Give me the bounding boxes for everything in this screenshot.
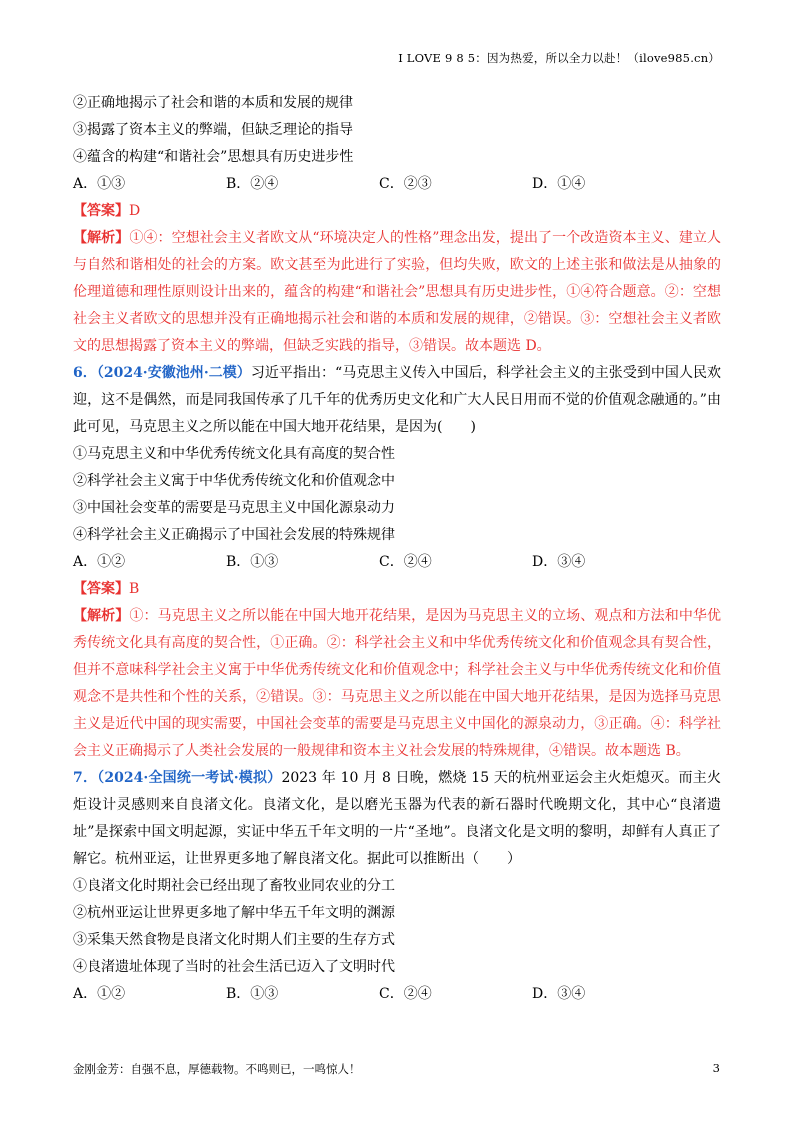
q6-option-d: D．③④ <box>532 554 586 570</box>
q6-option-a: A．①② <box>73 554 126 570</box>
q6-item-1: ①马克思主义和中华优秀传统文化具有高度的契合性 <box>73 446 395 462</box>
q5-analysis-tag: 【解析】 <box>73 230 130 246</box>
q6-stem-text: 习近平指出：“马克思主义传入中国后，科学社会主义的主张受到中国人民欢迎，这不是偶然，而是同我国传承了几千年的优秀历史文化和广大人民日用而不觉的价值观念融通的。”由此可见，马克思主义之所以能在中国大地开花结果，是因为( ) <box>73 365 722 435</box>
q6-answer-tag: 【答案】 <box>73 581 129 597</box>
q5-option-a: A．①③ <box>73 176 126 192</box>
q7-item-4: ④良渚遗址体现了当时的社会生活已迈入了文明时代 <box>73 959 395 975</box>
q7-option-a: A．①② <box>73 986 126 1002</box>
q5-option-b: B．②④ <box>226 176 279 192</box>
q5-option-c: C．②③ <box>379 176 432 192</box>
q6-item-4: ④科学社会主义正确揭示了中国社会发展的特殊规律 <box>73 527 395 543</box>
q7-option-b: B．①③ <box>226 986 279 1002</box>
q7-stem-text: 2023 年 10 月 8 日晚，燃烧 15 天的杭州亚运会主火炬熄灭。而主火炬设计灵感则来自良渚文化。良渚文化，是以磨光玉器为代表的新石器时代晚期文化，其中心“良渚遗址”是探索中国文明起源，实证中华五千年文明的一片“圣地”。良渚文化是文明的黎明，却鲜有人真正了解它。杭州亚运，让世界更多地了解良渚文化。据此可以推断出（ ） <box>73 770 721 867</box>
q6-options <box>73 553 721 571</box>
q5-answer-tag: 【答案】 <box>73 203 129 219</box>
q7-item-3: ③采集天然食物是良渚文化时期人们主要的生存方式 <box>73 932 395 948</box>
q5-item-4: ④蕴含的构建“和谐社会”思想具有历史进步性 <box>73 149 354 165</box>
page-header: I LOVE 9 8 5：因为热爱，所以全力以赴！（ilove985.cn） <box>398 51 720 65</box>
q5-item-3: ③揭露了资本主义的弊端，但缺乏理论的指导 <box>73 122 353 138</box>
q5-analysis-text: ①④：空想社会主义者欧文从“环境决定人的性格”理念出发，提出了一个改造资本主义、建立人与自然和谐相处的社会的方案。欧文甚至为此进行了实验，但均失败，欧文的上述主张和做法是从抽象的伦理道德和理性原则设计出来的，蕴含的构建“和谐社会”思想具有历史进步性，①④符合题意。②：空想社会主义者欧文的思想并没有正确地揭示社会和谐的本质和发展的规律，②错误。③：空想社会主义者欧文的思想揭露了资本主义的弊端，但缺乏实践的指导，③错误。故本题选 D。 <box>73 230 722 354</box>
q7-option-c: C．②④ <box>379 986 432 1002</box>
q7-stem <box>73 765 721 873</box>
footer-motto: 金刚金芳：自强不息，厚德载物。不鸣则已，一鸣惊人！ <box>73 1062 361 1076</box>
q5-option-d: D．①④ <box>532 176 586 192</box>
q6-source: （2024·安徽池州·二模） <box>96 365 251 381</box>
q6-item-3: ③中国社会变革的需要是马克思主义中国化源泉动力 <box>73 500 395 516</box>
q6-stem <box>73 360 721 441</box>
q7-option-d: D．③④ <box>532 986 586 1002</box>
q6-number: 6． <box>73 365 97 381</box>
q5-answer <box>73 202 721 220</box>
q6-analysis-text: ①：马克思主义之所以能在中国大地开花结果，是因为马克思主义的立场、观点和方法和中华优秀传统文化具有高度的契合性，①正确。②：科学社会主义和中华优秀传统文化和价值观念具有契合性，但并不意味科学社会主义寓于中华优秀传统文化和价值观念中；科学社会主义与中华优秀传统文化和价值观念不是共性和个性的关系，②错误。③：马克思主义之所以能在中国大地开花结果，是因为选择马克思主义是近代中国的现实需要，中国社会变革的需要是马克思主义中国化的源泉动力，③正确。④：科学社会主义正确揭示了人类社会发展的一般规律和资本主义社会发展的特殊规律，④错误。故本题选 B。 <box>73 608 722 759</box>
q7-number: 7． <box>73 770 98 786</box>
page-number: 3 <box>712 1061 720 1075</box>
q6-item-2: ②科学社会主义寓于中华优秀传统文化和价值观念中 <box>73 473 395 489</box>
q6-answer <box>73 580 721 598</box>
q5-answer-value: D <box>129 203 141 219</box>
q5-options <box>73 175 721 193</box>
q7-item-1: ①良渚文化时期社会已经出现了畜牧业同农业的分工 <box>73 878 395 894</box>
q5-analysis <box>73 225 721 360</box>
q7-item-2: ②杭州亚运让世界更多地了解中华五千年文明的渊源 <box>73 905 395 921</box>
q6-option-c: C．②④ <box>379 554 432 570</box>
q5-item-2: ②正确地揭示了社会和谐的本质和发展的规律 <box>73 95 353 111</box>
q7-source: （2024·全国统一考试·模拟） <box>97 770 282 786</box>
q6-option-b: B．①③ <box>226 554 279 570</box>
q6-analysis-tag: 【解析】 <box>73 608 130 624</box>
q6-answer-value: B <box>129 581 140 597</box>
q7-options <box>73 985 721 1003</box>
q6-analysis <box>73 603 721 765</box>
page-content <box>73 94 721 1012</box>
